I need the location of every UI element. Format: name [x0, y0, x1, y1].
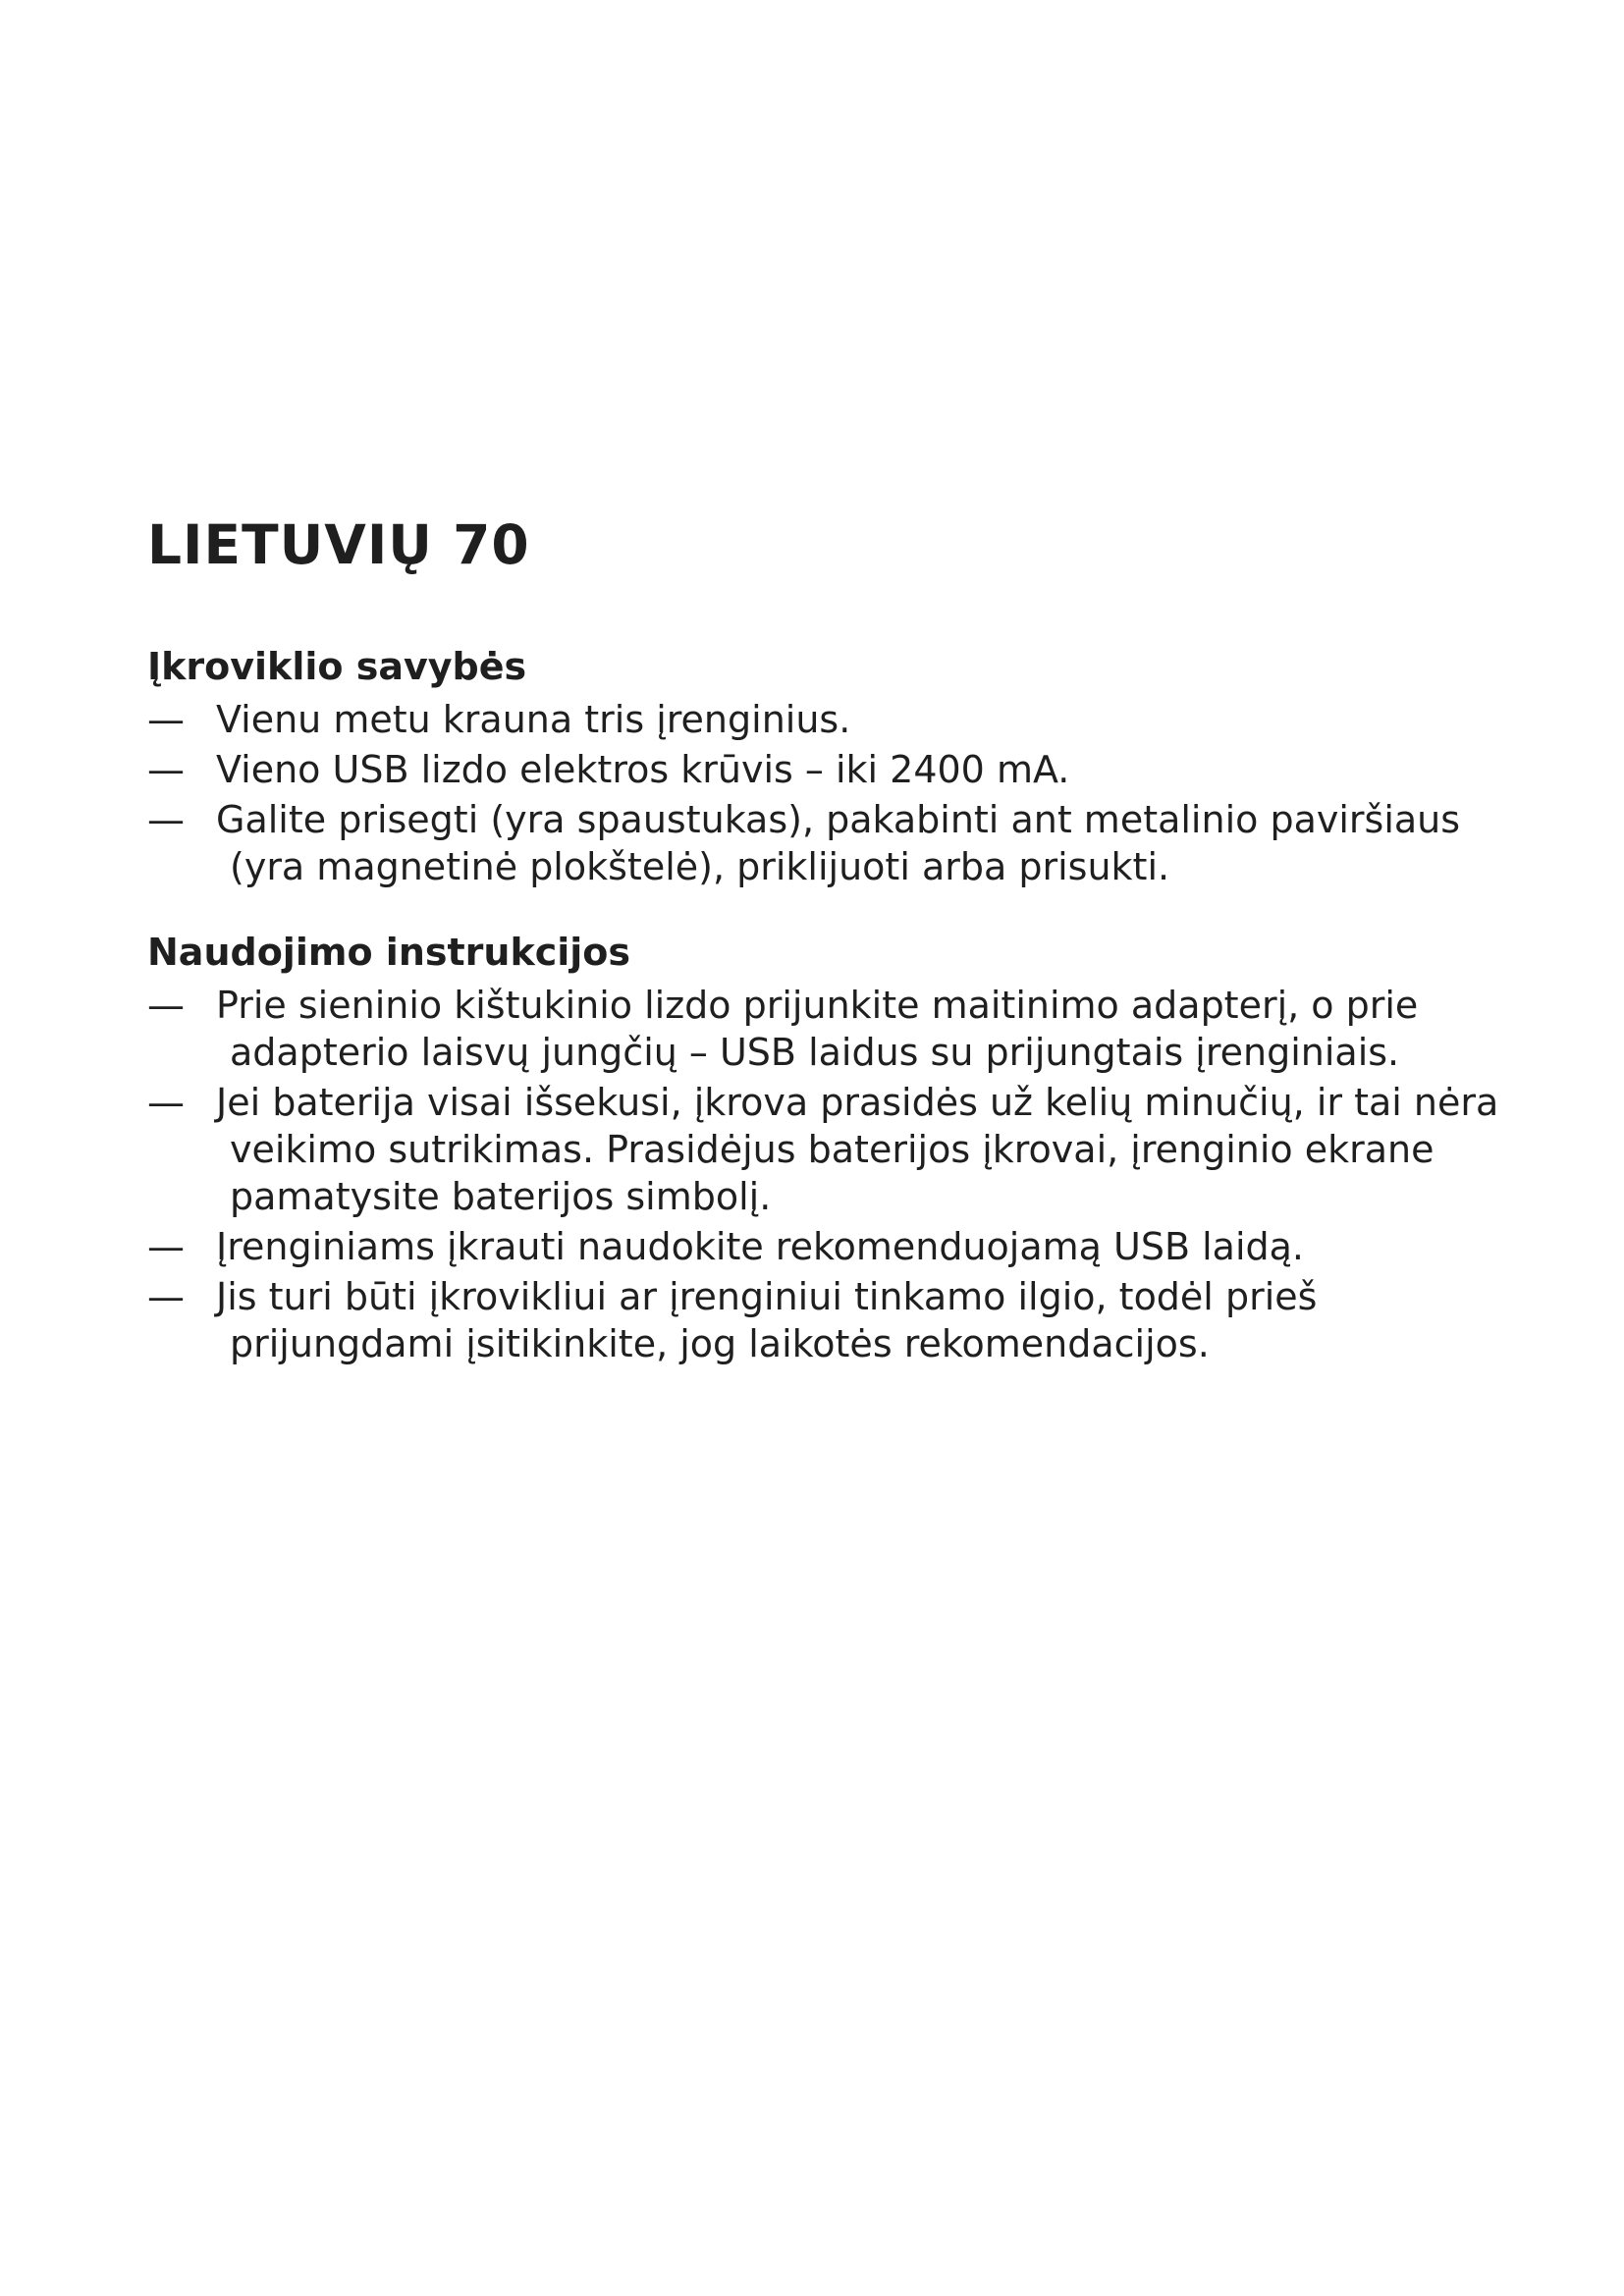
list-item-text: Jis turi būti įkrovikliui ar įrenginiui tinkamo ilgio, todėl prieš prijungdami įsitikinkite, jog laikotės rekomendacijos. [216, 1275, 1318, 1365]
section-usage-instructions [147, 929, 1512, 1370]
dash-bullet: — [147, 798, 185, 841]
section-heading: Įkroviklio savybės [147, 645, 527, 688]
list-item [147, 696, 1512, 743]
instruction-list [147, 982, 1512, 1367]
list-item [147, 1273, 1512, 1367]
list-item-text: Vieno USB lizdo elektros krūvis – iki 2400 mA. [216, 748, 1070, 791]
dash-bullet: — [147, 698, 185, 741]
list-item [147, 1079, 1512, 1220]
list-item [147, 982, 1512, 1076]
section-heading: Naudojimo instrukcijos [147, 931, 631, 974]
feature-list [147, 696, 1512, 890]
dash-bullet: — [147, 748, 185, 791]
dash-bullet: — [147, 1081, 185, 1124]
list-item-text: Jei baterija visai išsekusi, įkrova prasidės už kelių minučių, ir tai nėra veikimo sutrikimas. Prasidėjus baterijos įkrovai, įrenginio ekrane pamatysite baterijos simbolį. [216, 1081, 1499, 1218]
list-item-text: Galite prisegti (yra spaustukas), pakabinti ant metalinio paviršiaus (yra magnetinė plokštelė), priklijuoti arba prisukti. [216, 798, 1461, 888]
list-item [147, 1223, 1512, 1270]
section-charger-features [147, 643, 1512, 893]
list-item [147, 746, 1512, 793]
list-item-text: Prie sieninio kištukinio lizdo prijunkite maitinimo adapterį, o prie adapterio laisvų jungčių – USB laidus su prijungtais įrenginiais. [216, 984, 1419, 1074]
list-item-text: Įrenginiams įkrauti naudokite rekomenduojamą USB laidą. [216, 1225, 1304, 1268]
list-item [147, 796, 1512, 890]
list-item-text: Vienu metu krauna tris įrenginius. [216, 698, 851, 741]
dash-bullet: — [147, 984, 185, 1027]
dash-bullet: — [147, 1225, 185, 1268]
dash-bullet: — [147, 1275, 185, 1318]
page-title: LIETUVIŲ 70 [147, 513, 530, 576]
